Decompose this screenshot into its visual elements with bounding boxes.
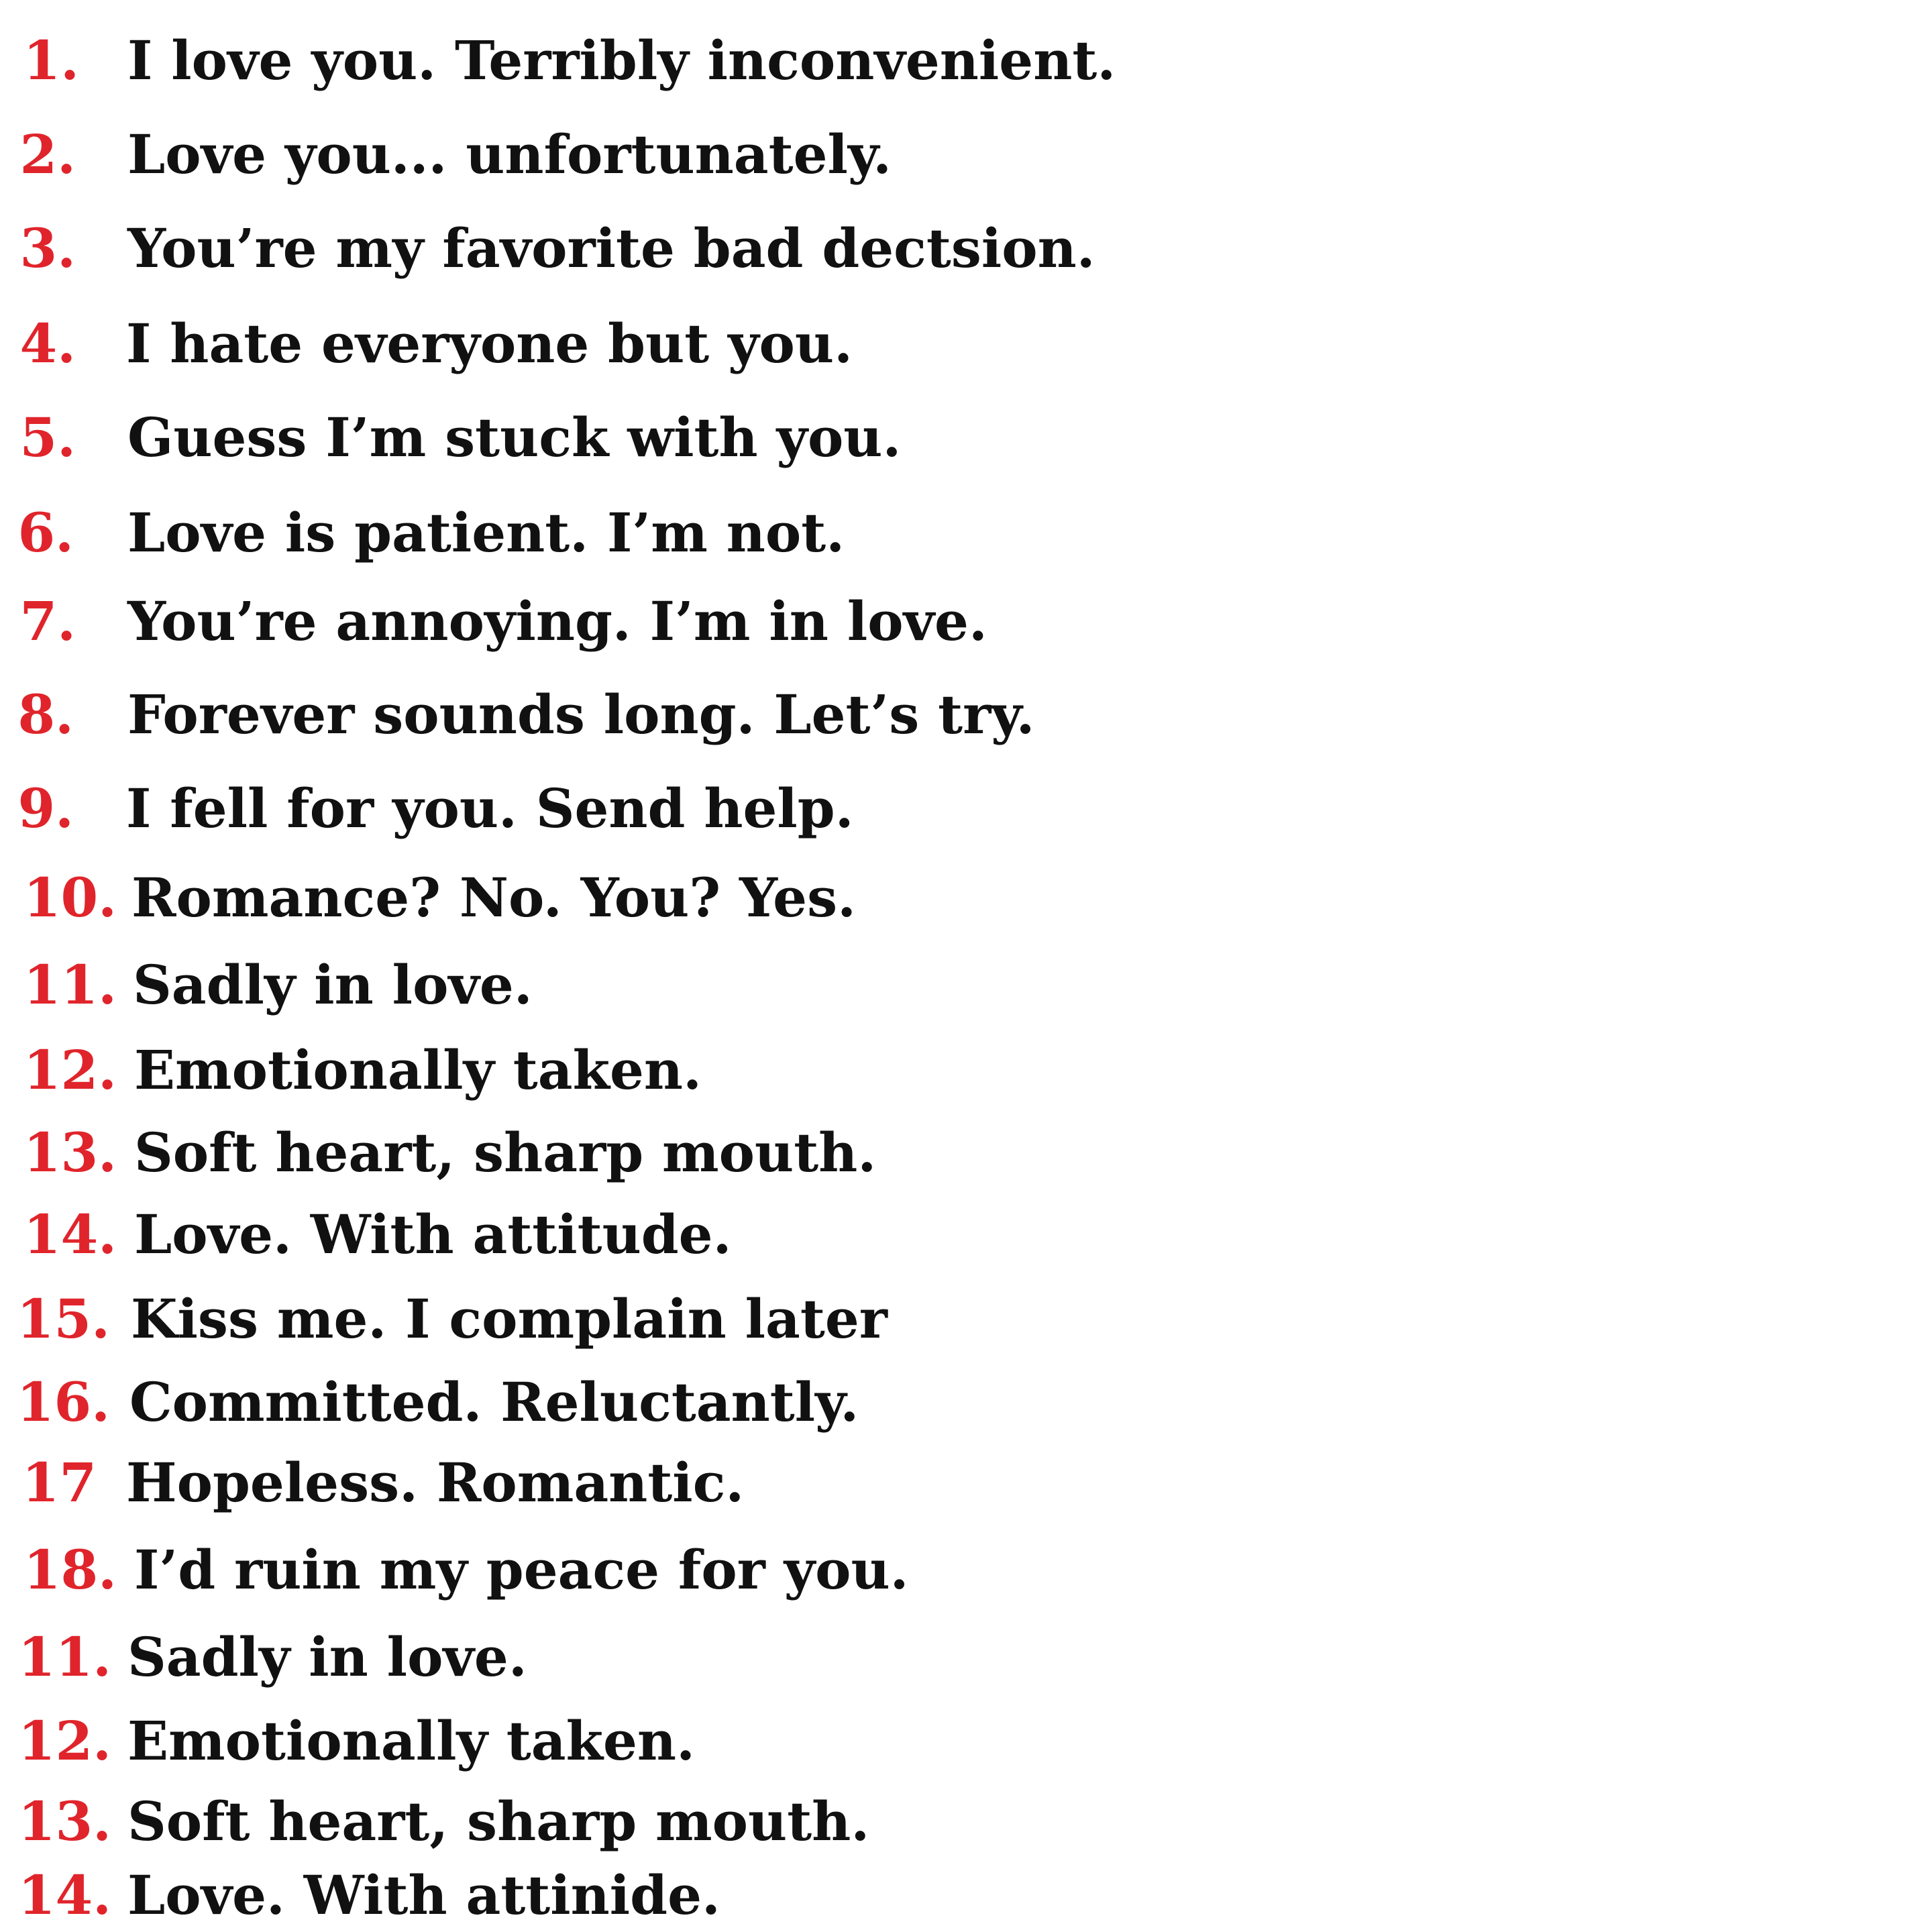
item-number: 13.	[23, 1121, 117, 1184]
item-text: Kiss me. I complain later	[131, 1287, 888, 1350]
item-text: Love. With attinide.	[127, 1864, 720, 1927]
list-item	[0, 303, 1342, 384]
list-item	[0, 857, 1342, 938]
list-item	[0, 114, 1342, 195]
item-text: I love you. Terribly inconvenient.	[127, 29, 1116, 92]
list-item	[0, 1858, 1342, 1932]
list-item	[0, 1442, 1342, 1523]
list-item	[0, 1617, 1342, 1697]
list-item	[0, 397, 1342, 478]
item-text: Love is patient. I’m not.	[127, 501, 845, 564]
item-text: Guess I’m stuck with you.	[127, 406, 902, 469]
list-item	[0, 768, 1342, 849]
item-number: 10.	[23, 866, 117, 929]
item-text: Committed. Reluctantly.	[129, 1371, 859, 1434]
list-item	[0, 1279, 1342, 1359]
item-number: 16.	[16, 1371, 110, 1434]
list-item	[0, 20, 1342, 101]
item-number: 15.	[16, 1287, 110, 1350]
item-number: 3.	[19, 217, 76, 280]
item-number: 9.	[17, 777, 74, 840]
item-number: 14.	[23, 1203, 117, 1266]
item-number: 5.	[19, 406, 76, 469]
item-number: 17	[21, 1451, 97, 1514]
item-number: 14.	[17, 1864, 111, 1927]
item-number: 6.	[17, 501, 74, 564]
list-item	[0, 581, 1342, 661]
item-text: Emotionally taken.	[134, 1038, 702, 1102]
item-number: 12.	[23, 1038, 117, 1102]
item-text: Emotionally taken.	[127, 1709, 695, 1772]
item-number: 8.	[17, 683, 74, 746]
list-item	[0, 674, 1342, 755]
list-item	[0, 208, 1342, 288]
item-text: Soft heart, sharp mouth.	[127, 1790, 870, 1853]
item-number: 12.	[17, 1709, 111, 1772]
item-number: 1.	[23, 29, 79, 92]
list-item	[0, 1030, 1342, 1110]
item-text: I fell for you. Send help.	[126, 777, 854, 840]
item-text: I hate everyone but you.	[126, 312, 853, 375]
item-text: Romance? No. You? Yes.	[131, 866, 856, 929]
item-text: Hopeless. Romantic.	[126, 1451, 745, 1514]
item-text: Forever sounds long. Let’s try.	[127, 683, 1035, 746]
item-number: 11.	[17, 1625, 111, 1688]
item-text: I’d ruin my peace for you.	[134, 1538, 909, 1601]
item-text: Sadly in love.	[127, 1625, 527, 1688]
item-number: 11.	[23, 953, 117, 1016]
item-text: You’re my favorite bad dectsion.	[127, 217, 1095, 280]
list-item	[0, 492, 1342, 573]
item-text: Love. With attitude.	[134, 1203, 732, 1266]
list-item	[0, 1112, 1342, 1193]
list-item	[0, 1701, 1342, 1781]
item-text: Soft heart, sharp mouth.	[134, 1121, 877, 1184]
list-item	[0, 945, 1342, 1025]
list-item	[0, 1529, 1342, 1610]
list-item	[0, 1194, 1342, 1275]
item-number: 13.	[17, 1790, 111, 1853]
item-number: 7.	[19, 590, 76, 653]
item-number: 2.	[19, 123, 76, 186]
item-text: Sadly in love.	[133, 953, 533, 1016]
item-number: 18.	[23, 1538, 117, 1601]
list-item	[0, 1781, 1342, 1862]
item-number: 4.	[19, 312, 76, 375]
item-text: You’re annoying. I’m in love.	[127, 590, 987, 653]
list-item	[0, 1362, 1342, 1442]
item-text: Love you... unfortunately.	[127, 123, 892, 186]
